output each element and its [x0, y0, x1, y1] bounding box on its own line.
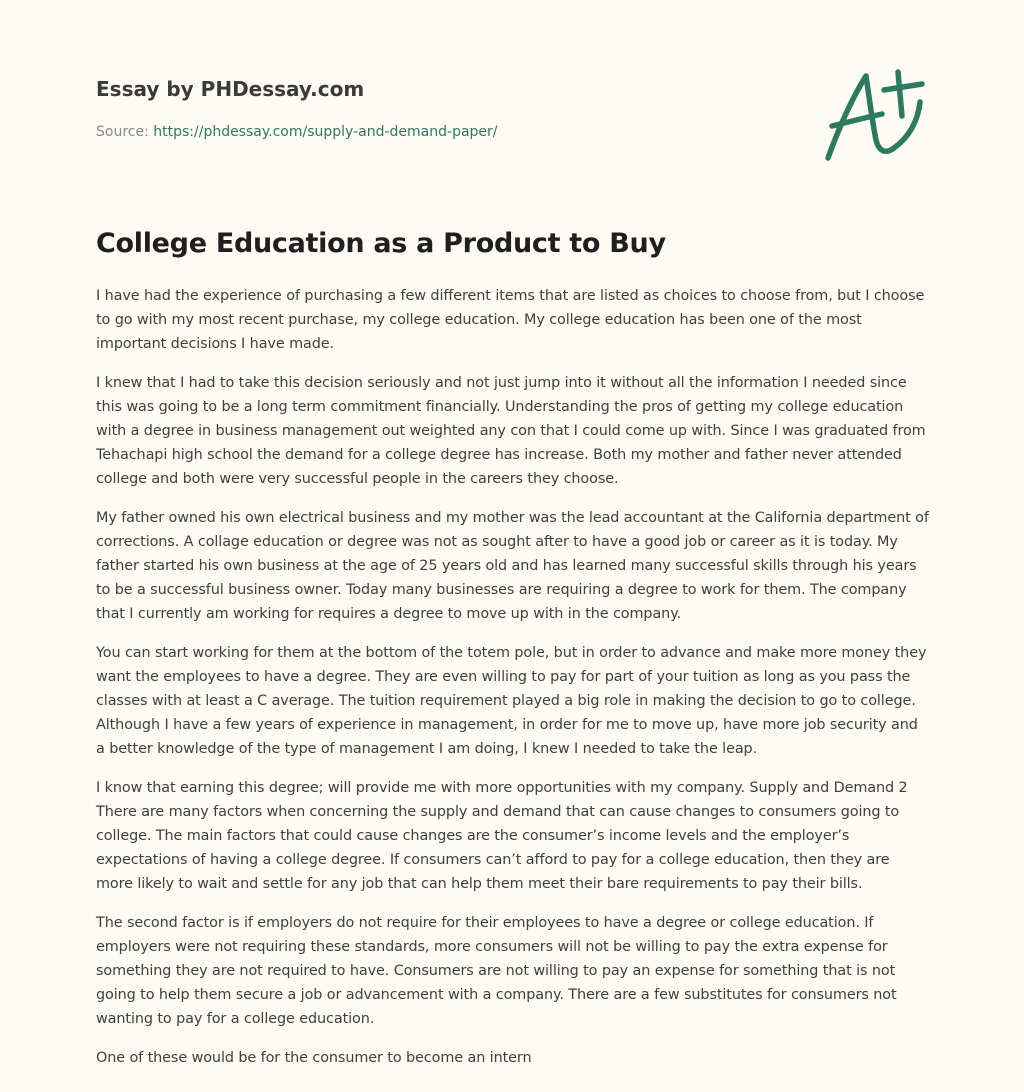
essay-paragraph: I knew that I had to take this decision seriously and not just jump into it without all the information I needed since this was going to be a long term commitment financially. Understanding the pros of getting my college education with a degree in business management out weighted any con that I could come up with. Since I was graduated from Tehachapi high school the demand for a college degree has increase. Both my mother and father never attended college and both were very successful people in the careers they choose.	[96, 375, 926, 487]
brand-title: Essay by PHDessay.com	[96, 77, 365, 101]
essay-title: College Education as a Product to Buy	[96, 228, 666, 259]
essay-paragraph: The second factor is if employers do not require for their employees to have a degree or college education. If employers were not requiring these standards, more consumers will not be willing to pay the extra expense for something they are not required to have. Consumers are not willing to pay an expense for something that is not going to help them secure a job or advancement with a company. There are a few substitutes for consumers not wanting to pay for a college education.	[96, 915, 897, 1027]
source-line	[96, 122, 796, 142]
essay-paragraph: One of these would be for the consumer to become an intern	[96, 1050, 532, 1066]
essay-header	[96, 74, 796, 142]
source-label: Source:	[96, 124, 149, 140]
essay-paragraph: You can start working for them at the bottom of the totem pole, but in order to advance and make more money they want the employees to have a degree. They are even willing to pay for part of your tuition as long as you pass the classes with at least a C average. The tuition requirement played a big role in making the decision to go to college. Although I have a few years of experience in management, in order for me to move up, have more job security and a better knowledge of the type of management I am doing, I knew I needed to take the leap.	[96, 645, 927, 757]
essay-paragraph: I know that earning this degree; will provide me with more opportunities with my company. Supply and Demand 2 There are many factors when concerning the supply and demand that can cause changes to consumers going to college. The main factors that could cause changes are the consumer’s income levels and the employer’s expectations of having a college degree. If consumers can’t afford to pay for a college education, then they are more likely to wait and settle for any job that can help them meet their bare requirements to pay their bills.	[96, 780, 908, 892]
essay-paragraph: I have had the experience of purchasing a few different items that are listed as choices to choose from, but I choose to go with my most recent purchase, my college education. My college education has been one of the most important decisions I have made.	[96, 288, 925, 352]
essay-body	[96, 284, 930, 1085]
source-link[interactable]: https://phdessay.com/supply-and-demand-paper/	[153, 124, 498, 140]
essay-paragraph: My father owned his own electrical business and my mother was the lead accountant at the California department of corrections. A collage education or degree was not as sought after to have a good job or career as it is today. My father started his own business at the age of 25 years old and has learned many successful skills through his years to be a successful business owner. Today many businesses are requiring a degree to work for them. The company that I currently am working for requires a degree to move up with in the company.	[96, 510, 929, 622]
a-plus-grade-icon	[822, 68, 928, 164]
